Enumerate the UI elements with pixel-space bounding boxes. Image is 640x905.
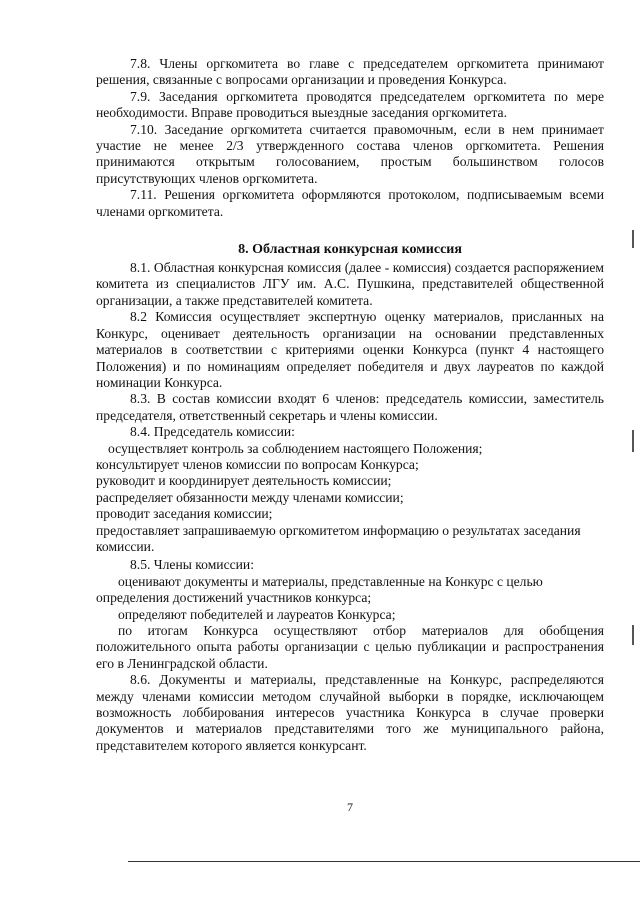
member-duty-item: по итогам Конкурса осуществляют отбор материалов для обобщения положительного опыта работы организации с целью публикации и распространения его в Ленинградской области. <box>96 623 604 671</box>
paragraph-8-6: 8.6. Документы и материалы, представленные на Конкурс, распределяются между членами комиссии методом случайной выборки в порядке, исключающем возможность лоббирования интересов участника Конкурса в случае проверки документов и материалов представителями того же муниципального района, представителем которого является конкурсант. <box>96 672 604 753</box>
member-duty-item: определяют победителей и лауреатов Конкурса; <box>118 606 396 622</box>
scan-edge-mark <box>632 430 634 452</box>
chair-duty-item: проводит заседания комиссии; <box>96 506 273 522</box>
paragraph-7-8: 7.8. Члены оргкомитета во главе с председателем оргкомитета принимают решения, связанные с вопросами организации и проведения Конкурса. <box>96 56 604 88</box>
chair-duty-item: руководит и координирует деятельность комиссии; <box>96 473 392 489</box>
page-number: 7 <box>347 800 353 814</box>
paragraph-8-1: 8.1. Областная конкурсная комиссия (далее - комиссия) создается распоряжением комитета из специалистов ЛГУ им. А.С. Пушкина, представителей общественной организации, а также представителей комитета. <box>96 260 604 308</box>
paragraph-8-2: 8.2 Комиссия осуществляет экспертную оценку материалов, присланных на Конкурс, оценивает деятельность организации на основании представленных материалов в соответствии с критериями оценки Конкурса (пункт 4 настоящего Положения) и по номинациям определяет победителя и двух лауреатов по каждой номинации Конкурса. <box>96 309 604 390</box>
scan-edge-mark <box>632 625 634 645</box>
paragraph-8-4: 8.4. Председатель комиссии: <box>130 424 295 440</box>
chair-duty-item: предоставляет запрашиваемую оргкомитетом информацию о результатах заседания комиссии. <box>96 522 581 554</box>
paragraph-8-3: 8.3. В состав комиссии входят 6 членов: председатель комиссии, заместитель председателя, ответственный секретарь и члены комиссии. <box>96 391 604 423</box>
paragraph-8-5: 8.5. Члены комиссии: <box>130 557 254 573</box>
chair-duty-item: распределяет обязанности между членами комиссии; <box>96 489 404 505</box>
scan-edge-mark <box>632 230 634 248</box>
section-heading: 8. Областная конкурсная комиссия <box>238 242 462 258</box>
paragraph-7-9: 7.9. Заседания оргкомитета проводятся председателем оргкомитета по мере необходимости. Вправе проводиться выездные заседания оргкомитета. <box>96 88 604 121</box>
chair-duty-item: консультирует членов комиссии по вопросам Конкурса; <box>96 456 419 472</box>
paragraph-7-11: 7.11. Решения оргкомитета оформляются протоколом, подписываемым всеми членами оргкомитета. <box>96 187 604 219</box>
paragraph-7-10: 7.10. Заседание оргкомитета считается правомочным, если в нем принимает участие не менее 2/3 утвержденного состава членов оргкомитета. Решения принимаются открытым голосованием, простым большинством голосов присутствующих членов оргкомитета. <box>96 121 604 186</box>
bottom-divider <box>128 861 640 862</box>
member-duty-item: оценивают документы и материалы, представленные на Конкурс с целью определения достижений участников конкурса; <box>96 573 543 606</box>
chair-duty-item: осуществляет контроль за соблюдением настоящего Положения; <box>108 440 483 456</box>
